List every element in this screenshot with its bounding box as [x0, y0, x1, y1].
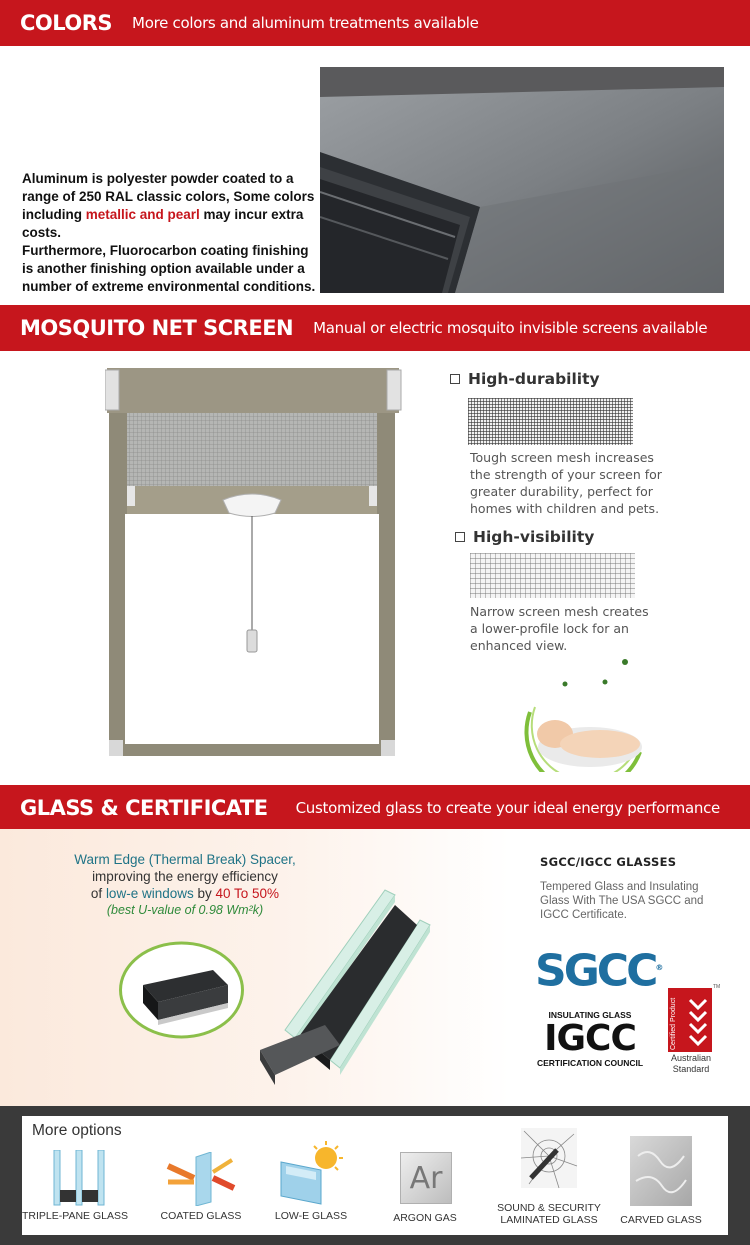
colors-line-3: including metallic and pearl may incur extra	[22, 207, 304, 222]
checkbox-icon	[450, 374, 460, 384]
glass-header-band	[0, 785, 750, 831]
visibility-mesh-swatch	[470, 553, 635, 598]
shattered-glass-icon	[519, 1126, 579, 1190]
aluminum-profile-photo	[320, 67, 724, 293]
feature-high-durability-title: High-durability	[450, 370, 600, 388]
warm-edge-spacer-text: Warm Edge (Thermal Break) Spacer, improving the energy efficiency of low-e windows by 40 To 50% (best U-value of 0.98 Wm²k)	[65, 851, 305, 919]
spacer-closeup-image	[118, 940, 245, 1040]
low-e-windows-text: low-e windows	[105, 886, 194, 901]
colors-line-4: costs.	[22, 225, 62, 240]
feature-high-visibility-desc: Narrow screen mesh creates a lower-profile lock for an enhanced view.	[470, 604, 649, 653]
glass-subheading: Customized glass to create your ideal energy performance	[295, 799, 720, 817]
u-value-text: (best U-value of 0.98 Wm²k)	[106, 903, 264, 917]
colors-line-6: is another finishing option available under a	[22, 261, 305, 276]
australian-standard-text: Australian Standard	[670, 1053, 712, 1074]
igcc-logo: INSULATING GLASS IGCC CERTIFICATION COUNCIL	[536, 1010, 644, 1068]
colors-heading: COLORS	[20, 11, 113, 35]
coated-glass-icon	[166, 1152, 236, 1206]
mosquito-header-band	[0, 305, 750, 351]
durability-mesh-swatch	[468, 398, 633, 445]
warm-edge-title: Warm Edge (Thermal Break) Spacer,	[74, 852, 296, 867]
colors-line-5: Furthermore, Fluorocarbon coating finishing	[22, 243, 309, 258]
colors-header-band	[0, 0, 750, 46]
carved-glass-icon	[630, 1136, 692, 1206]
sleeping-baby-image	[520, 652, 645, 772]
mosquito-heading: MOSQUITO NET SCREEN	[20, 316, 294, 340]
metallic-pearl-highlight: metallic and pearl	[85, 207, 200, 222]
tick-pattern-icon	[688, 994, 708, 1046]
glass-heading: GLASS & CERTIFICATE	[20, 796, 268, 820]
triple-pane-icon	[50, 1150, 110, 1208]
tm-mark: TM	[713, 984, 721, 990]
colors-subheading: More colors and aluminum treatments available	[132, 14, 479, 32]
australian-certified-badge: Certified Product	[668, 988, 712, 1052]
sgcc-logo: SGCC®	[535, 945, 664, 997]
low-e-sun-icon	[276, 1140, 346, 1206]
insulated-glass-cross-section	[255, 870, 435, 1095]
sgcc-description: Tempered Glass and Insulating Glass With The USA SGCC and IGCC Certificate.	[540, 881, 704, 921]
checkbox-icon	[455, 532, 465, 542]
more-options-panel: More options TRIPLE-PANE GLASS COATED GLASS LOW-E GLASS Ar ARGON GAS SOUND & SECURITY LAMINATED GLASS CARVED GLASS	[22, 1116, 728, 1235]
sgcc-title: SGCC/IGCC GLASSES	[540, 855, 677, 869]
colors-line-7: number of extreme environmental conditions.	[22, 279, 316, 294]
feature-high-durability-desc: Tough screen mesh increases the strength of your screen for greater durability, perfect for homes with children and pets.	[470, 450, 662, 516]
colors-line-2: range of 250 RAL classic colors, Some colors	[22, 189, 315, 204]
colors-line-1: Aluminum is polyester powder coated to a	[22, 171, 294, 186]
roller-screen-illustration	[105, 368, 405, 758]
mosquito-subheading: Manual or electric mosquito invisible screens available	[313, 319, 708, 337]
feature-high-visibility-title: High-visibility	[455, 528, 594, 546]
more-options-title: More options	[32, 1122, 122, 1139]
efficiency-percent: 40 To 50%	[215, 886, 280, 901]
argon-gas-icon: Ar	[400, 1152, 452, 1204]
colors-description	[22, 170, 322, 296]
